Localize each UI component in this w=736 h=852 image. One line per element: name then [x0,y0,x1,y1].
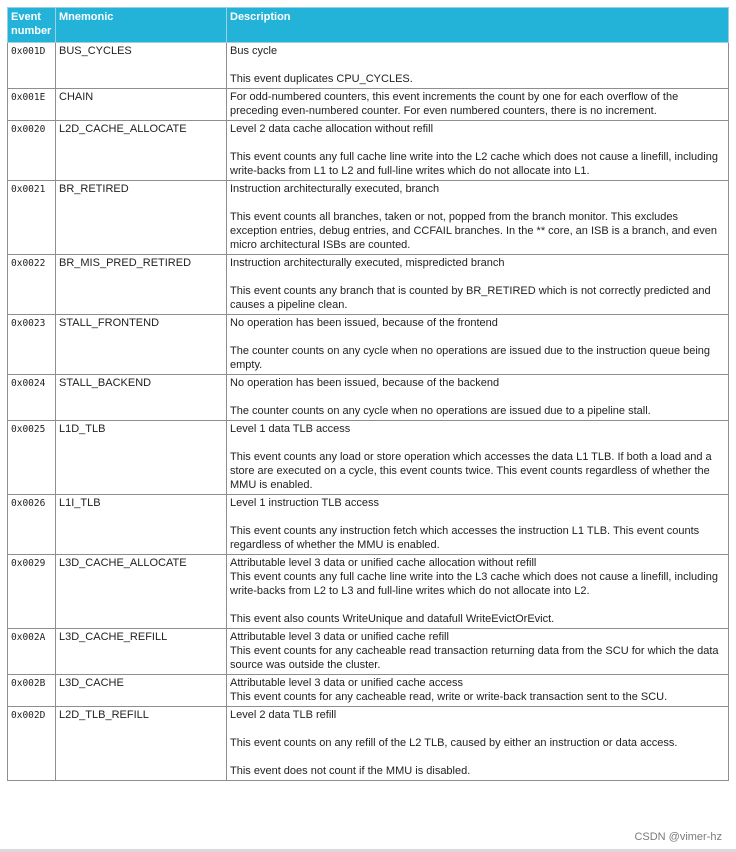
mnemonic-cell: CHAIN [56,89,227,121]
event-number-cell: 0x002B [8,675,56,707]
table-row [8,375,729,421]
description-cell [227,495,729,555]
table-row [8,43,729,89]
event-number-cell: 0x0024 [8,375,56,421]
mnemonic-cell: L2D_CACHE_ALLOCATE [56,121,227,181]
event-number-cell: 0x0021 [8,181,56,255]
description-paragraph: Level 1 data TLB access [230,423,351,435]
description-paragraph: The counter counts on any cycle when no operations are issued due to the instruction queue being empty. [230,345,711,371]
event-number-cell: 0x0020 [8,121,56,181]
description-paragraph: This event counts any full cache line write into the L3 cache which does not cause a linefill, including write-backs from L2 to L3 and full-line writes which do not allocate into L2. [230,571,718,597]
event-number-cell: 0x001E [8,89,56,121]
header-description: Description [227,8,729,43]
mnemonic-cell: L1D_TLB [56,421,227,495]
table-row [8,181,729,255]
description-cell [227,255,729,315]
pmu-events-table [7,7,729,781]
description-cell [227,675,729,707]
description-paragraph: For odd-numbered counters, this event increments the count by one for each overflow of the preceding even-numbered counter. For even numbered counters, there is no increment. [230,91,679,117]
table-header-row [8,8,729,43]
table-row [8,255,729,315]
header-event-number: Event number [8,8,56,43]
description-cell [227,121,729,181]
description-paragraph: Instruction architecturally executed, branch [230,183,440,195]
mnemonic-cell: BR_RETIRED [56,181,227,255]
description-cell [227,89,729,121]
description-paragraph: No operation has been issued, because of the backend [230,377,500,389]
table-row [8,421,729,495]
description-paragraph: This event counts any branch that is counted by BR_RETIRED which is not correctly predicted and causes a pipeline clean. [230,285,711,311]
description-cell [227,181,729,255]
description-cell [227,421,729,495]
mnemonic-cell: L3D_CACHE_REFILL [56,629,227,675]
mnemonic-cell: L3D_CACHE_ALLOCATE [56,555,227,629]
description-paragraph: Attributable level 3 data or unified cache access [230,677,463,689]
description-paragraph: Instruction architecturally executed, mispredicted branch [230,257,505,269]
description-paragraph: This event counts all branches, taken or not, popped from the branch monitor. This excludes exception entries, debug entries, and CCFAIL branches. In the ** core, an ISB is a branch, and even micro architectural ISBs are counted. [230,211,717,251]
description-cell [227,555,729,629]
description-paragraph: Level 1 instruction TLB access [230,497,379,509]
table-row [8,315,729,375]
description-paragraph: This event counts any instruction fetch which accesses the instruction L1 TLB. This event counts regardless of whether the MMU is enabled. [230,525,700,551]
description-paragraph: Level 2 data cache allocation without refill [230,123,434,135]
event-number-cell: 0x002A [8,629,56,675]
event-number-cell: 0x0022 [8,255,56,315]
table-row [8,121,729,181]
mnemonic-cell: STALL_BACKEND [56,375,227,421]
table-row [8,89,729,121]
description-paragraph: Attributable level 3 data or unified cache allocation without refill [230,557,537,569]
description-paragraph: This event also counts WriteUnique and datafull WriteEvictOrEvict. [230,613,555,625]
mnemonic-cell: L1I_TLB [56,495,227,555]
description-paragraph: The counter counts on any cycle when no operations are issued due to a pipeline stall. [230,405,651,417]
event-number-cell: 0x0026 [8,495,56,555]
description-paragraph: No operation has been issued, because of the frontend [230,317,498,329]
description-paragraph: This event counts any full cache line write into the L2 cache which does not cause a linefill, including write-backs from L1 to L2 and full-line writes which do not allocate into L1. [230,151,718,177]
watermark: CSDN @vimer-hz [634,831,722,843]
description-paragraph: Attributable level 3 data or unified cache refill [230,631,449,643]
mnemonic-cell: STALL_FRONTEND [56,315,227,375]
description-paragraph: Bus cycle [230,45,278,57]
mnemonic-cell: L3D_CACHE [56,675,227,707]
table-row [8,675,729,707]
mnemonic-cell: BUS_CYCLES [56,43,227,89]
table-row [8,555,729,629]
event-number-cell: 0x0023 [8,315,56,375]
table-row [8,495,729,555]
description-paragraph: This event counts for any cacheable read, write or write-back transaction sent to the SCU. [230,691,668,703]
event-number-cell: 0x0025 [8,421,56,495]
description-paragraph: This event counts on any refill of the L2 TLB, caused by either an instruction or data access. [230,737,678,749]
table-row [8,707,729,781]
description-paragraph: Level 2 data TLB refill [230,709,337,721]
description-cell [227,375,729,421]
mnemonic-cell: L2D_TLB_REFILL [56,707,227,781]
description-cell [227,315,729,375]
header-mnemonic: Mnemonic [56,8,227,43]
description-cell [227,629,729,675]
event-number-cell: 0x002D [8,707,56,781]
description-paragraph: This event counts any load or store operation which accesses the data L1 TLB. If both a load and a store are executed on a cycle, this event counts twice. This event counts regardless of whether the MMU is enabled. [230,451,712,491]
table-row [8,629,729,675]
event-number-cell: 0x001D [8,43,56,89]
description-paragraph: This event counts for any cacheable read transaction returning data from the SCU for which the data source was outside the cluster. [230,645,719,671]
description-paragraph: This event duplicates CPU_CYCLES. [230,73,413,85]
event-number-cell: 0x0029 [8,555,56,629]
mnemonic-cell: BR_MIS_PRED_RETIRED [56,255,227,315]
description-cell [227,707,729,781]
description-paragraph: This event does not count if the MMU is disabled. [230,765,471,777]
description-cell [227,43,729,89]
